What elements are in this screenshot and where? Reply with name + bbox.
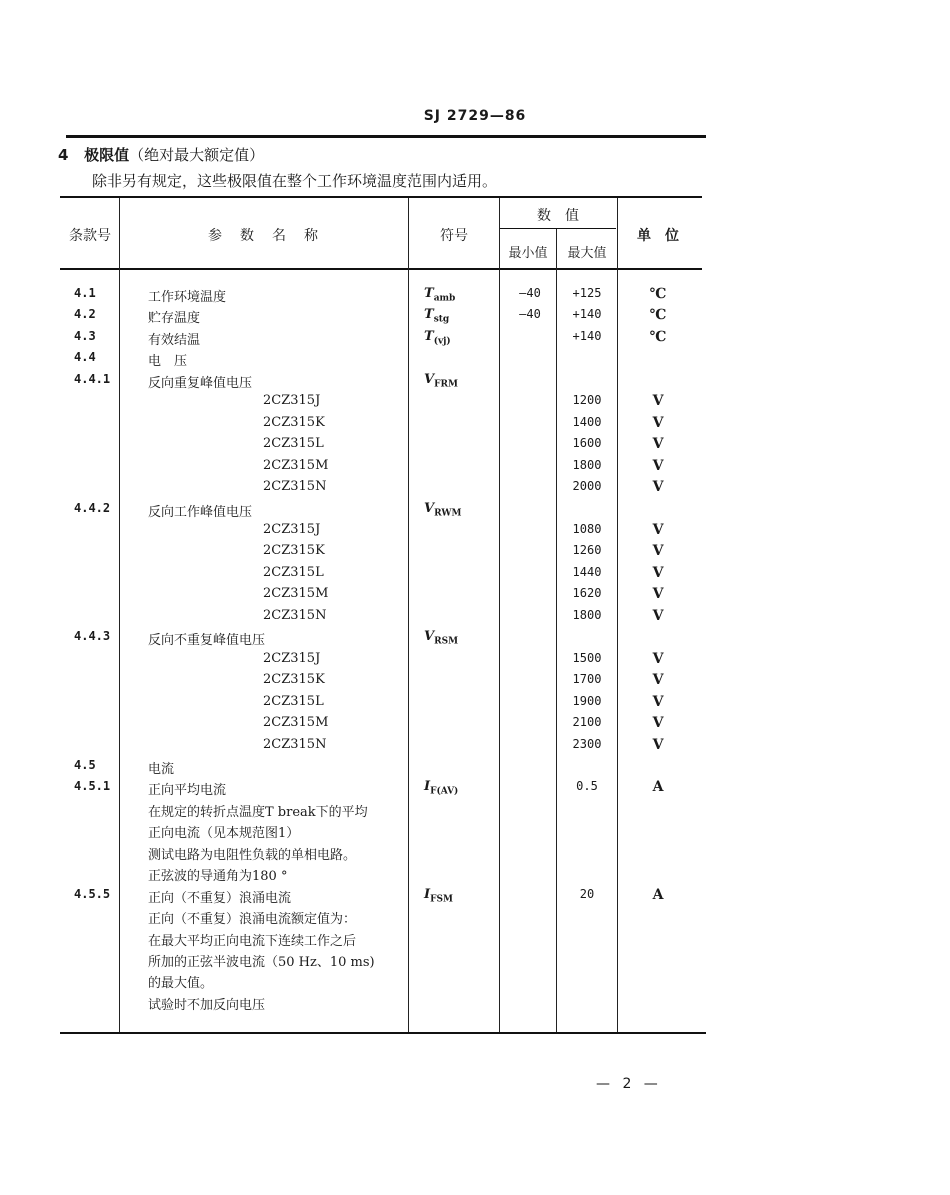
clause-number: 4.4.1 [74, 371, 111, 386]
unit: ℃ [649, 307, 667, 324]
max-value: 1700 [572, 672, 602, 687]
parameter-name: 在规定的转折点温度T break下的平均 [148, 804, 368, 820]
section-number: 4 [58, 146, 69, 164]
symbol-letter: T [424, 286, 434, 301]
header-max: 最大值 [567, 246, 607, 261]
table-row [0, 522, 950, 543]
table-row [0, 801, 950, 822]
table-row [0, 715, 950, 736]
parameter-name: 正向（不重复）浪涌电流额定值为： [148, 912, 357, 927]
table-row [0, 565, 950, 586]
min-value: —40 [519, 307, 541, 322]
section-intro: 除非另有规定，这些极限值在整个工作环境温度范围内适用。 [92, 172, 498, 190]
table-row [0, 543, 950, 564]
table-row [0, 672, 950, 693]
symbol [424, 629, 458, 647]
symbol-letter: V [424, 629, 435, 645]
unit: V [652, 457, 664, 474]
header-unit: 单 位 [637, 228, 679, 244]
symbol-subscript: (vj) [433, 336, 451, 347]
table-row [0, 844, 950, 865]
unit: V [652, 436, 664, 453]
unit: V [652, 522, 664, 538]
parameter-name: 正向（不重复）浪涌电流 [148, 890, 292, 906]
unit: A [652, 779, 664, 796]
model-name: 2CZ315K [263, 543, 325, 559]
unit: ℃ [649, 286, 667, 302]
unit: V [652, 693, 664, 710]
symbol [424, 372, 458, 390]
unit: V [652, 715, 664, 731]
symbol-subscript: FRM [434, 379, 458, 390]
max-value: 1800 [572, 457, 602, 472]
parameter-name: 电 压 [148, 354, 188, 370]
parameter-name: 测试电路为电阻性负载的单相电路。 [148, 847, 357, 863]
max-value: +125 [572, 286, 602, 300]
clause-number: 4.3 [74, 328, 96, 343]
parameter-name: 试验时不加反向电压 [148, 997, 266, 1013]
symbol-letter: V [424, 371, 435, 387]
parameter-name: 正向电流（见本规范图1） [148, 826, 300, 842]
symbol-subscript: FSM [430, 894, 453, 905]
parameter-name: 反向不重复峰值电压 [148, 633, 266, 649]
max-value: 1200 [572, 393, 602, 408]
table-row [0, 737, 950, 758]
model-name: 2CZ315K [263, 414, 325, 430]
model-name: 2CZ315M [263, 715, 329, 730]
max-value: 2000 [572, 479, 602, 493]
parameter-name: 正弦波的导通角为180 ° [148, 869, 288, 885]
max-value: 1080 [572, 522, 602, 536]
table-row [0, 758, 950, 779]
clause-number: 4.2 [74, 307, 96, 322]
symbol-subscript: F(AV) [430, 786, 459, 797]
table-row [0, 694, 950, 715]
max-value: 20 [579, 886, 595, 901]
symbol [424, 779, 458, 797]
model-name: 2CZ315L [263, 693, 324, 709]
max-value: +140 [572, 328, 602, 343]
clause-number: 4.5 [74, 757, 96, 772]
unit: V [652, 543, 664, 560]
table-row [0, 307, 950, 328]
table-row [0, 972, 950, 993]
page-number: — 2 — [596, 1076, 662, 1092]
table-row [0, 501, 950, 522]
model-name: 2CZ315N [263, 607, 327, 623]
header-rule [66, 135, 706, 138]
table-row [0, 458, 950, 479]
clause-number: 4.5.1 [74, 779, 111, 794]
model-name: 2CZ315N [263, 736, 327, 752]
table-row [0, 779, 950, 800]
table-row [0, 436, 950, 457]
header-min: 最小值 [508, 246, 548, 261]
parameter-name: 的最大值。 [148, 976, 214, 992]
table-row [0, 479, 950, 500]
model-name: 2CZ315M [263, 457, 329, 473]
max-value: 0.5 [576, 779, 598, 794]
document-code: SJ 2729—86 [423, 108, 527, 124]
header-values: 数 值 [537, 208, 579, 224]
symbol-subscript: amb [433, 293, 456, 304]
symbol [424, 329, 451, 347]
table-row [0, 329, 950, 350]
table-row [0, 586, 950, 607]
table-row [0, 822, 950, 843]
clause-number: 4.1 [74, 286, 96, 300]
clause-number: 4.4.3 [74, 629, 111, 644]
table-row [0, 887, 950, 908]
symbol-subscript: RWM [434, 508, 462, 519]
unit: V [652, 414, 664, 431]
model-name: 2CZ315J [263, 650, 321, 666]
max-value: 2300 [572, 736, 602, 751]
table-row [0, 393, 950, 414]
max-value: 1600 [572, 436, 602, 451]
max-value: 1500 [572, 650, 602, 665]
min-value: —40 [519, 286, 541, 300]
clause-number: 4.5.5 [74, 886, 111, 901]
max-value: 1260 [572, 543, 602, 558]
header-param: 参 数 名 称 [208, 228, 320, 244]
clause-number: 4.4 [74, 350, 96, 365]
section-heading [58, 144, 264, 165]
max-value: 1800 [572, 607, 602, 622]
parameter-name: 正向平均电流 [148, 783, 227, 799]
max-value: 1620 [572, 586, 602, 601]
symbol-letter: T [424, 307, 434, 323]
unit: V [652, 479, 664, 495]
parameter-name: 有效结温 [148, 332, 201, 348]
symbol-subscript: RSM [434, 636, 459, 647]
max-value: 2100 [572, 715, 602, 729]
header-clause: 条款号 [69, 228, 111, 244]
table-row [0, 350, 950, 371]
model-name: 2CZ315L [263, 436, 324, 452]
unit: ℃ [649, 328, 667, 345]
table-bottom-rule [60, 1032, 706, 1034]
parameter-name: 反向工作峰值电压 [148, 504, 253, 520]
table-row [0, 951, 950, 972]
model-name: 2CZ315J [263, 522, 321, 537]
table-row [0, 608, 950, 629]
symbol-letter: V [424, 500, 435, 516]
symbol-subscript: stg [433, 314, 450, 325]
parameter-name: 在最大平均正向电流下连续工作之后 [148, 933, 357, 949]
max-value: 1440 [572, 564, 602, 579]
model-name: 2CZ315N [263, 479, 327, 494]
table-row [0, 994, 950, 1015]
symbol-letter: I [424, 886, 431, 902]
unit: A [652, 886, 664, 903]
model-name: 2CZ315M [263, 586, 329, 602]
parameter-name: 所加的正弦半波电流（50 Hz、10 ms) [148, 954, 375, 970]
values-subheader-rule [500, 228, 616, 229]
table-row [0, 908, 950, 929]
unit: V [652, 650, 664, 667]
table-top-rule [60, 196, 702, 198]
section-title: 极限值 [84, 146, 130, 164]
table-row [0, 629, 950, 650]
section-subtitle: （绝对最大额定值） [129, 146, 265, 164]
unit: V [652, 564, 664, 581]
parameter-name: 工作环境温度 [148, 290, 227, 305]
symbol-letter: I [424, 779, 431, 795]
table-row [0, 651, 950, 672]
symbol [424, 501, 461, 519]
max-value: +140 [572, 307, 602, 322]
table-row [0, 286, 950, 307]
parameter-name: 反向重复峰值电压 [148, 375, 253, 391]
max-value: 1400 [572, 414, 602, 429]
symbol [424, 307, 449, 325]
model-name: 2CZ315K [263, 672, 325, 688]
model-name: 2CZ315J [263, 393, 321, 409]
header-symbol: 符号 [440, 228, 468, 244]
max-value: 1900 [572, 693, 602, 708]
unit: V [652, 607, 664, 624]
unit: V [652, 736, 664, 753]
table-header-rule [60, 268, 702, 270]
table-row [0, 372, 950, 393]
parameter-name: 贮存温度 [148, 311, 201, 327]
unit: V [652, 672, 664, 689]
table-row [0, 865, 950, 886]
table-row [0, 930, 950, 951]
table-row [0, 415, 950, 436]
clause-number: 4.4.2 [74, 500, 111, 515]
unit: V [652, 586, 664, 603]
symbol [424, 887, 453, 905]
symbol-letter: T [424, 328, 434, 344]
parameter-name: 电流 [148, 761, 175, 777]
unit: V [652, 393, 664, 410]
symbol [424, 286, 455, 304]
model-name: 2CZ315L [263, 564, 324, 580]
